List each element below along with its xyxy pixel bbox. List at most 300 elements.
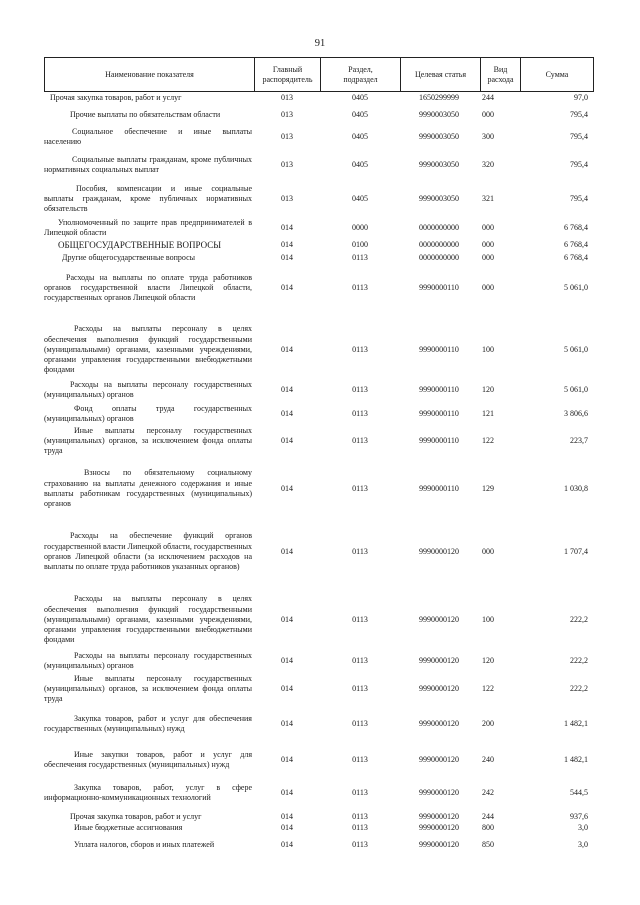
row-target bbox=[403, 107, 475, 123]
row-kind-text: 000 bbox=[482, 546, 494, 556]
row-sum bbox=[514, 587, 588, 653]
row-grbs-text: 014 bbox=[281, 655, 293, 665]
row-target-text: 9990000120 bbox=[419, 546, 459, 556]
row-name-text: Социальные выплаты гражданам, кроме публичных нормативных социальных выплат bbox=[44, 154, 252, 174]
row-grbs bbox=[274, 779, 300, 807]
table-row bbox=[44, 822, 594, 834]
table-row bbox=[44, 313, 594, 387]
row-name bbox=[44, 107, 252, 123]
row-grbs bbox=[274, 424, 300, 458]
row-name-text: Прочие выплаты по обязательствам области bbox=[70, 109, 221, 119]
table-header bbox=[44, 57, 594, 92]
row-name-text: Закупка товаров, работ, услуг в сфере информационно-коммуникационных технологий bbox=[44, 782, 252, 802]
table-row bbox=[44, 462, 594, 516]
row-kind-text: 800 bbox=[482, 822, 494, 832]
row-grbs-text: 014 bbox=[281, 811, 293, 821]
row-name-text: Иные выплаты персоналу государственных (муниципальных) органов, за исключением фонда оплаты труда bbox=[44, 673, 252, 704]
row-grbs bbox=[274, 125, 300, 149]
row-name bbox=[44, 838, 252, 852]
row-name bbox=[44, 153, 252, 177]
row-target-text: 9990003050 bbox=[419, 109, 459, 119]
row-sum-text: 795,4 bbox=[570, 131, 588, 141]
row-target bbox=[403, 313, 475, 387]
row-sum-text: 3 806,6 bbox=[564, 408, 588, 418]
row-name bbox=[44, 650, 252, 672]
row-grbs bbox=[274, 265, 300, 311]
row-name bbox=[44, 403, 252, 425]
table-row bbox=[44, 379, 594, 401]
row-target-text: 1650299999 bbox=[419, 93, 459, 103]
row-section-text: 0113 bbox=[352, 384, 368, 394]
row-sum bbox=[514, 153, 588, 177]
row-kind bbox=[472, 252, 504, 264]
row-kind-text: 000 bbox=[482, 282, 494, 292]
row-kind-text: 320 bbox=[482, 159, 494, 169]
row-section-text: 0113 bbox=[352, 344, 368, 354]
row-target-text: 9990000120 bbox=[419, 718, 459, 728]
row-kind bbox=[472, 93, 504, 104]
row-grbs bbox=[274, 707, 300, 741]
table-row bbox=[44, 107, 594, 123]
row-grbs-text: 014 bbox=[281, 282, 293, 292]
row-kind bbox=[472, 650, 504, 672]
row-target-text: 9990000120 bbox=[419, 683, 459, 693]
row-section bbox=[340, 707, 380, 741]
row-kind-text: 100 bbox=[482, 614, 494, 624]
row-target bbox=[403, 217, 475, 239]
row-sum bbox=[514, 181, 588, 217]
row-sum bbox=[514, 217, 588, 239]
row-name-text: Расходы на обеспечение функций органов государственной власти Липецкой области, государственных органов Липецкой области (за исключением расходов на выплаты по оплате труда работников указанных органов) bbox=[44, 531, 252, 572]
row-target bbox=[403, 519, 475, 585]
row-target bbox=[403, 707, 475, 741]
row-name bbox=[44, 181, 252, 217]
row-grbs bbox=[274, 650, 300, 672]
row-target-text: 9990000120 bbox=[419, 822, 459, 832]
row-section bbox=[340, 313, 380, 387]
row-grbs-text: 014 bbox=[281, 483, 293, 493]
row-kind bbox=[472, 125, 504, 149]
row-target-text: 9990003050 bbox=[419, 193, 459, 203]
row-grbs bbox=[274, 313, 300, 387]
row-sum-text: 795,4 bbox=[570, 193, 588, 203]
row-sum bbox=[514, 93, 588, 104]
row-name bbox=[44, 217, 252, 239]
row-section bbox=[340, 252, 380, 264]
row-sum-text: 5 061,0 bbox=[564, 344, 588, 354]
row-grbs-text: 014 bbox=[281, 754, 293, 764]
row-name bbox=[44, 707, 252, 741]
row-sum bbox=[514, 519, 588, 585]
row-section bbox=[340, 672, 380, 706]
header-target: Целевая статья bbox=[400, 58, 480, 91]
row-sum bbox=[514, 313, 588, 387]
row-name-text: Иные закупки товаров, работ и услуг для обеспечения государственных (муниципальных) нужд bbox=[44, 749, 252, 769]
row-kind bbox=[472, 779, 504, 807]
row-kind-text: 000 bbox=[482, 252, 494, 262]
row-sum bbox=[514, 462, 588, 516]
table-row bbox=[44, 252, 594, 264]
row-target-text: 9990000120 bbox=[419, 655, 459, 665]
row-kind-text: 121 bbox=[482, 408, 494, 418]
row-name-text: Социальное обеспечение и иные выплаты населению bbox=[44, 126, 252, 146]
row-kind bbox=[472, 379, 504, 401]
row-section-text: 0113 bbox=[352, 754, 368, 764]
row-sum-text: 1 707,4 bbox=[564, 546, 588, 556]
row-sum-text: 223,7 bbox=[570, 435, 588, 445]
row-name-text: Расходы на выплаты по оплате труда работников органов государственной власти Липецкой области, государственных органов Липецкой области bbox=[44, 272, 252, 303]
row-sum-text: 97,0 bbox=[574, 93, 588, 103]
table-row bbox=[44, 125, 594, 149]
row-grbs-text: 014 bbox=[281, 787, 293, 797]
row-section-text: 0100 bbox=[352, 239, 368, 249]
header-name: Наименование показателя bbox=[44, 58, 254, 91]
row-section-text: 0405 bbox=[352, 131, 368, 141]
row-kind-text: 000 bbox=[482, 222, 494, 232]
row-sum-text: 3,0 bbox=[578, 839, 588, 849]
row-grbs-text: 014 bbox=[281, 408, 293, 418]
row-kind-text: 100 bbox=[482, 344, 494, 354]
row-target bbox=[403, 779, 475, 807]
header-grbs: Главный распорядитель bbox=[254, 58, 320, 91]
row-grbs bbox=[274, 519, 300, 585]
header-section: Раздел, подраздел bbox=[320, 58, 400, 91]
row-target-text: 9990000120 bbox=[419, 614, 459, 624]
row-grbs bbox=[274, 462, 300, 516]
row-sum bbox=[514, 379, 588, 401]
row-kind-text: 300 bbox=[482, 131, 494, 141]
row-grbs bbox=[274, 153, 300, 177]
row-kind-text: 000 bbox=[482, 239, 494, 249]
table-row bbox=[44, 587, 594, 653]
table-row bbox=[44, 672, 594, 706]
row-section bbox=[340, 181, 380, 217]
row-kind bbox=[472, 181, 504, 217]
row-kind-text: 240 bbox=[482, 754, 494, 764]
row-target-text: 9990000110 bbox=[419, 384, 459, 394]
row-sum-text: 1 482,1 bbox=[564, 718, 588, 728]
row-sum bbox=[514, 742, 588, 778]
row-grbs-text: 014 bbox=[281, 683, 293, 693]
row-sum-text: 222,2 bbox=[570, 655, 588, 665]
table-row bbox=[44, 838, 594, 852]
row-kind bbox=[472, 107, 504, 123]
row-name bbox=[44, 587, 252, 653]
row-target bbox=[403, 587, 475, 653]
row-sum bbox=[514, 125, 588, 149]
row-sum-text: 544,5 bbox=[570, 787, 588, 797]
row-kind bbox=[472, 313, 504, 387]
row-kind-text: 120 bbox=[482, 655, 494, 665]
row-grbs-text: 013 bbox=[281, 93, 293, 103]
row-kind-text: 129 bbox=[482, 483, 494, 493]
row-sum bbox=[514, 403, 588, 425]
row-kind-text: 200 bbox=[482, 718, 494, 728]
row-target-text: 9990000120 bbox=[419, 754, 459, 764]
row-grbs bbox=[274, 181, 300, 217]
row-name bbox=[44, 265, 252, 311]
row-name-text: Уполномоченный по защите прав предпринимателей в Липецкой области bbox=[44, 217, 252, 237]
row-grbs-text: 013 bbox=[281, 159, 293, 169]
row-sum bbox=[514, 822, 588, 834]
row-name-text: Прочая закупка товаров, работ и услуг bbox=[50, 93, 182, 103]
row-kind-text: 122 bbox=[482, 435, 494, 445]
row-kind bbox=[472, 742, 504, 778]
row-section-text: 0113 bbox=[352, 718, 368, 728]
row-section-text: 0405 bbox=[352, 93, 368, 103]
table-row bbox=[44, 519, 594, 585]
row-target-text: 0000000000 bbox=[419, 239, 459, 249]
table-row bbox=[44, 239, 594, 251]
row-target bbox=[403, 181, 475, 217]
row-section bbox=[340, 265, 380, 311]
row-grbs bbox=[274, 252, 300, 264]
row-kind-text: 120 bbox=[482, 384, 494, 394]
row-kind-text: 122 bbox=[482, 683, 494, 693]
row-grbs-text: 014 bbox=[281, 239, 293, 249]
row-grbs-text: 014 bbox=[281, 614, 293, 624]
row-target bbox=[403, 742, 475, 778]
row-section-text: 0113 bbox=[352, 683, 368, 693]
row-sum bbox=[514, 779, 588, 807]
row-grbs-text: 013 bbox=[281, 131, 293, 141]
row-name-text: Фонд оплаты труда государственных (муниципальных) органов bbox=[44, 403, 252, 423]
row-section bbox=[340, 779, 380, 807]
row-grbs bbox=[274, 587, 300, 653]
row-kind-text: 242 bbox=[482, 787, 494, 797]
row-grbs-text: 014 bbox=[281, 718, 293, 728]
row-target bbox=[403, 379, 475, 401]
row-kind bbox=[472, 462, 504, 516]
row-kind bbox=[472, 707, 504, 741]
row-section bbox=[340, 93, 380, 104]
row-target-text: 9990000110 bbox=[419, 344, 459, 354]
row-grbs-text: 014 bbox=[281, 344, 293, 354]
row-target-text: 9990000110 bbox=[419, 408, 459, 418]
row-grbs bbox=[274, 107, 300, 123]
row-kind bbox=[472, 838, 504, 852]
row-name-text: Иные выплаты персоналу государственных (муниципальных) органов, за исключением фонда оплаты труда bbox=[44, 425, 252, 456]
row-target-text: 9990000110 bbox=[419, 282, 459, 292]
row-section bbox=[340, 125, 380, 149]
row-target-text: 0000000000 bbox=[419, 252, 459, 262]
row-section-text: 0113 bbox=[352, 839, 368, 849]
row-grbs bbox=[274, 672, 300, 706]
row-name bbox=[44, 379, 252, 401]
row-grbs bbox=[274, 838, 300, 852]
row-name-text: Иные бюджетные ассигнования bbox=[74, 822, 183, 832]
row-section bbox=[340, 519, 380, 585]
row-section bbox=[340, 403, 380, 425]
table-row bbox=[44, 181, 594, 217]
table-row bbox=[44, 707, 594, 741]
row-grbs-text: 014 bbox=[281, 435, 293, 445]
row-name bbox=[44, 424, 252, 458]
row-name bbox=[44, 742, 252, 778]
row-section-text: 0113 bbox=[352, 252, 368, 262]
row-sum-text: 1 482,1 bbox=[564, 754, 588, 764]
table-row bbox=[44, 779, 594, 807]
row-sum-text: 5 061,0 bbox=[564, 384, 588, 394]
row-section-text: 0000 bbox=[352, 222, 368, 232]
row-section-text: 0113 bbox=[352, 811, 368, 821]
row-sum-text: 937,6 bbox=[570, 811, 588, 821]
row-section bbox=[340, 153, 380, 177]
row-sum bbox=[514, 239, 588, 251]
row-grbs bbox=[274, 822, 300, 834]
row-sum-text: 6 768,4 bbox=[564, 239, 588, 249]
row-section bbox=[340, 462, 380, 516]
row-sum-text: 795,4 bbox=[570, 109, 588, 119]
row-kind-text: 321 bbox=[482, 193, 494, 203]
row-target bbox=[403, 93, 475, 104]
row-sum bbox=[514, 424, 588, 458]
row-target bbox=[403, 252, 475, 264]
header-sum: Сумма bbox=[520, 58, 594, 91]
row-section-text: 0405 bbox=[352, 159, 368, 169]
row-sum-text: 222,2 bbox=[570, 614, 588, 624]
row-target bbox=[403, 403, 475, 425]
row-name-text: Расходы на выплаты персоналу государственных (муниципальных) органов bbox=[44, 650, 252, 670]
row-sum bbox=[514, 252, 588, 264]
row-kind bbox=[472, 239, 504, 251]
row-target-text: 9990003050 bbox=[419, 159, 459, 169]
row-sum-text: 3,0 bbox=[578, 822, 588, 832]
row-target bbox=[403, 153, 475, 177]
table-row bbox=[44, 403, 594, 425]
row-target bbox=[403, 838, 475, 852]
row-grbs-text: 014 bbox=[281, 384, 293, 394]
row-target bbox=[403, 424, 475, 458]
row-name-text: Пособия, компенсации и иные социальные выплаты гражданам, кроме публичных нормативных обязательств bbox=[44, 183, 252, 214]
row-sum-text: 1 030,8 bbox=[564, 483, 588, 493]
row-name bbox=[44, 313, 252, 387]
row-grbs-text: 014 bbox=[281, 546, 293, 556]
row-kind bbox=[472, 403, 504, 425]
row-target-text: 9990000120 bbox=[419, 787, 459, 797]
row-grbs-text: 014 bbox=[281, 822, 293, 832]
row-name bbox=[44, 519, 252, 585]
row-grbs bbox=[274, 217, 300, 239]
row-section-text: 0113 bbox=[352, 435, 368, 445]
row-kind bbox=[472, 672, 504, 706]
table-row bbox=[44, 265, 594, 311]
table-row bbox=[44, 153, 594, 177]
row-sum-text: 795,4 bbox=[570, 159, 588, 169]
row-sum bbox=[514, 838, 588, 852]
table-row bbox=[44, 742, 594, 778]
row-kind-text: 244 bbox=[482, 811, 494, 821]
row-section bbox=[340, 379, 380, 401]
row-section bbox=[340, 217, 380, 239]
row-kind bbox=[472, 265, 504, 311]
row-sum-text: 222,2 bbox=[570, 683, 588, 693]
row-name bbox=[44, 239, 252, 251]
row-target-text: 9990000110 bbox=[419, 435, 459, 445]
row-section bbox=[340, 742, 380, 778]
row-name-text: Взносы по обязательному социальному страхованию на выплаты денежного содержания и иные выплаты работникам государственных (муниципальных) органов bbox=[44, 468, 252, 509]
row-target-text: 9990000120 bbox=[419, 839, 459, 849]
row-kind bbox=[472, 153, 504, 177]
row-target-text: 9990000110 bbox=[419, 483, 459, 493]
row-name-text: Расходы на выплаты персоналу в целях обеспечения выполнения функций государственными (муниципальными) органами, казенными учреждениями, органами управления государственными внебюджетными фондами bbox=[44, 594, 252, 645]
row-section-text: 0113 bbox=[352, 546, 368, 556]
row-grbs bbox=[274, 742, 300, 778]
row-sum bbox=[514, 707, 588, 741]
row-target bbox=[403, 822, 475, 834]
row-name-text: Уплата налогов, сборов и иных платежей bbox=[74, 839, 215, 849]
row-section-text: 0113 bbox=[352, 822, 368, 832]
row-grbs-text: 014 bbox=[281, 839, 293, 849]
row-grbs-text: 013 bbox=[281, 193, 293, 203]
page-number: 91 bbox=[314, 38, 326, 49]
row-name-text: Другие общегосударственные вопросы bbox=[62, 252, 196, 262]
row-name-text: Закупка товаров, работ и услуг для обеспечения государственных (муниципальных) нужд bbox=[44, 713, 252, 733]
row-sum-text: 6 768,4 bbox=[564, 222, 588, 232]
row-grbs bbox=[274, 379, 300, 401]
row-target bbox=[403, 462, 475, 516]
row-section-text: 0113 bbox=[352, 787, 368, 797]
row-name bbox=[44, 93, 252, 104]
row-section-text: 0405 bbox=[352, 109, 368, 119]
row-target bbox=[403, 265, 475, 311]
row-grbs bbox=[274, 403, 300, 425]
row-name-text: Прочая закупка товаров, работ и услуг bbox=[70, 811, 202, 821]
row-section bbox=[340, 822, 380, 834]
row-kind bbox=[472, 519, 504, 585]
row-section bbox=[340, 424, 380, 458]
row-kind-text: 244 bbox=[482, 93, 494, 103]
row-sum bbox=[514, 650, 588, 672]
row-section-text: 0113 bbox=[352, 614, 368, 624]
table-row bbox=[44, 424, 594, 458]
row-target-text: 9990000120 bbox=[419, 811, 459, 821]
row-section-text: 0113 bbox=[352, 282, 368, 292]
row-section-text: 0113 bbox=[352, 483, 368, 493]
table-row bbox=[44, 650, 594, 672]
row-name bbox=[44, 462, 252, 516]
row-section-text: 0113 bbox=[352, 408, 368, 418]
row-kind bbox=[472, 217, 504, 239]
row-name-text: Расходы на выплаты персоналу в целях обеспечения выполнения функций государственными (муниципальными) органами, казенными учреждениями, органами управления государственными внебюджетными фондами bbox=[44, 324, 252, 375]
row-grbs bbox=[274, 239, 300, 251]
header-kind: Вид расхода bbox=[480, 58, 520, 91]
row-target bbox=[403, 650, 475, 672]
row-name bbox=[44, 672, 252, 706]
row-target-text: 9990003050 bbox=[419, 131, 459, 141]
row-sum-text: 6 768,4 bbox=[564, 252, 588, 262]
row-grbs-text: 014 bbox=[281, 222, 293, 232]
row-kind-text: 850 bbox=[482, 839, 494, 849]
row-target bbox=[403, 125, 475, 149]
row-name-text: ОБЩЕГОСУДАРСТВЕННЫЕ ВОПРОСЫ bbox=[58, 239, 222, 250]
row-sum bbox=[514, 265, 588, 311]
row-section bbox=[340, 587, 380, 653]
row-kind-text: 000 bbox=[482, 109, 494, 119]
row-name bbox=[44, 779, 252, 807]
row-section bbox=[340, 239, 380, 251]
row-name bbox=[44, 252, 252, 264]
row-section-text: 0113 bbox=[352, 655, 368, 665]
table-row bbox=[44, 217, 594, 239]
row-sum-text: 5 061,0 bbox=[564, 282, 588, 292]
row-target bbox=[403, 672, 475, 706]
row-name bbox=[44, 822, 252, 834]
row-grbs-text: 014 bbox=[281, 252, 293, 262]
row-target bbox=[403, 239, 475, 251]
row-kind bbox=[472, 587, 504, 653]
row-section bbox=[340, 107, 380, 123]
